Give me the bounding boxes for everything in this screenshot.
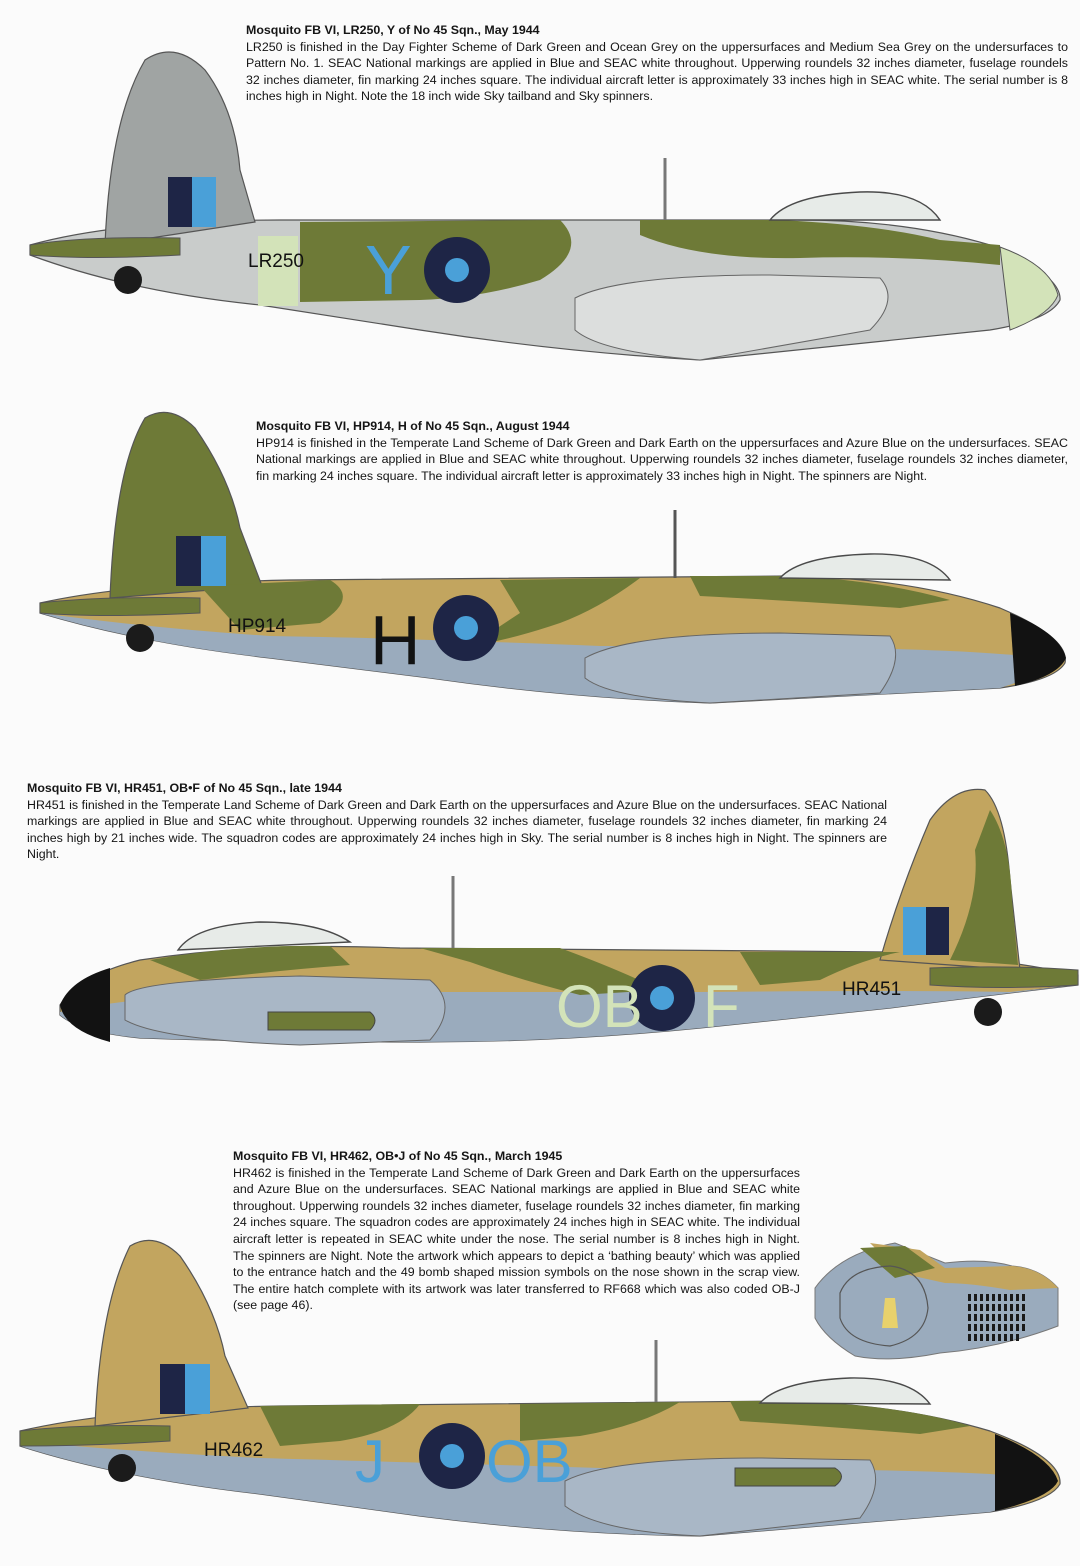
fin-flash <box>168 177 192 227</box>
aircraft-profile-hp914 <box>0 408 1080 728</box>
aircraft-profile-hr451 <box>0 780 1080 1080</box>
serial-number: HR462 <box>204 1440 264 1461</box>
spinner <box>1010 613 1066 686</box>
profile-description: HR462 is finished in the Temperate Land Scheme of Dark Green and Dark Earth on the uppersurfaces and Azure Blue on the undersurfaces. SEAC National markings are applied in Blue and SEAC white throughout. Upperwing roundels 32 inches diameter, fuselage roundels 32 inches diameter, fin marking 24 inches square. The squadron codes are approximately 24 inches high in SEAC white. The individual aircraft letter is repeated in SEAC white under the nose. The serial number is 8 inches high in Night. The spinners are Night. Note the artwork which appears to depict a ‘bathing beauty’ which was applied to the entrance hatch and the 49 bomb shaped mission symbols on the nose shown in the scrap view. The entire hatch complete with its artwork was later transferred to RF668 which was also coded OB-J (see page 46). <box>233 1165 800 1313</box>
aircraft-letter: H <box>370 601 421 679</box>
aircraft-letter: J <box>355 1428 385 1495</box>
fin-flash <box>176 536 201 586</box>
profile-title: Mosquito FB VI, HR462, OB•J of No 45 Sqn., March 1945 <box>233 1149 563 1163</box>
fin-flash <box>903 907 926 955</box>
scrap-view-hatch-artwork <box>0 1238 1080 1368</box>
spinner <box>995 1434 1058 1511</box>
serial-number: LR250 <box>248 251 304 272</box>
profile-description: HP914 is finished in the Temperate Land Scheme of Dark Green and Dark Earth on the uppersurfaces and Azure Blue on the undersurfaces. SEAC National markings are applied in Blue and SEAC white throughout. Upperwing roundels 32 inches diameter, fuselage roundels 32 inches diameter, fin marking 24 inches square. The individual aircraft letter is approximately 33 inches high in Night. The spinners are Night. <box>256 435 1068 483</box>
squadron-code: OB <box>486 1428 573 1495</box>
fin-flash <box>160 1364 185 1414</box>
profile-description: LR250 is finished in the Day Fighter Scheme of Dark Green and Ocean Grey on the uppersurfaces and Medium Sea Grey on the undersurfaces to Pattern No. 1. SEAC National markings are applied in Blue and SEAC white throughout. Upperwing roundels 32 inches diameter, fuselage roundels 32 inches diameter, fin marking 24 inches square. The individual aircraft letter is approximately 33 inches high in SEAC white. The serial number is 8 inches high in Night. Note the 18 inch wide Sky tailband and Sky spinners. <box>246 39 1068 104</box>
profile-title: Mosquito FB VI, LR250, Y of No 45 Sqn., May 1944 <box>246 23 540 37</box>
profile-title: Mosquito FB VI, HP914, H of No 45 Sqn., August 1944 <box>256 419 570 433</box>
spinner <box>60 968 110 1042</box>
profile-description: HR451 is finished in the Temperate Land Scheme of Dark Green and Dark Earth on the uppersurfaces and Azure Blue on the undersurfaces. SEAC National markings are applied in Blue and SEAC white throughout. Upperwing roundels 32 inches diameter, fuselage roundels 32 inches diameter, fin marking 24 inches high by 21 inches wide. The squadron codes are approximately 24 inches high in Sky. The serial number is 8 inches high in Night. The spinners are Night. <box>27 797 887 862</box>
squadron-code: OB <box>556 973 643 1040</box>
aircraft-letter: Y <box>365 231 412 309</box>
aircraft-letter: F <box>703 973 740 1040</box>
profile-title: Mosquito FB VI, HR451, OB•F of No 45 Sqn., late 1944 <box>27 781 342 795</box>
serial-number: HP914 <box>228 616 287 637</box>
serial-number: HR451 <box>842 979 902 1000</box>
spinner <box>1000 247 1058 330</box>
aircraft-profile-lr250 <box>0 40 1080 380</box>
